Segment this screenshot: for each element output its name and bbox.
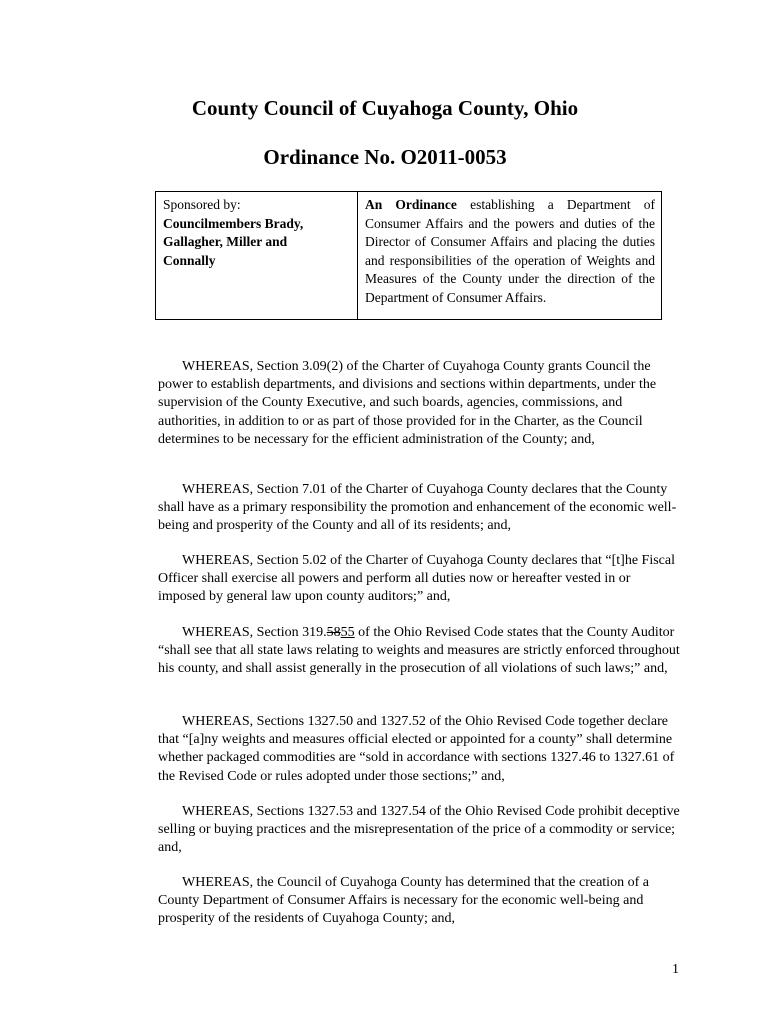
whereas-paragraph-3	[158, 552, 680, 607]
paragraph-text: WHEREAS, Sections 1327.50 and 1327.52 of the Ohio Revised Code together declare that “[a]ny weights and measures official elected or appointed for a county” shall determine whether packaged commodities are “sold in accordance with sections 1327.46 to 1327.61 of the Revised Code or rules adopted under those sections;” and,	[158, 714, 675, 784]
paragraph-text: of the Ohio Revised Code states that the County Auditor “shall see that all state laws relating to weights and measures are strictly enforced throughout his county, and shall assist generally in the prosecution of all violations of such laws;” and,	[158, 625, 680, 677]
paragraph-text: WHEREAS, the Council of Cuyahoga County has determined that the creation of a County Department of Consumer Affairs is necessary for the economic well-being and prosperity of the residents of Cuyahoga County; and,	[158, 875, 649, 927]
whereas-paragraph-7	[158, 874, 680, 929]
document-title: County Council of Cuyahoga County, Ohio	[191, 96, 579, 120]
inserted-text: 55	[340, 625, 355, 640]
whereas-paragraph-2	[158, 481, 680, 536]
ordinance-description-cell	[358, 192, 661, 319]
sponsor-cell	[156, 192, 358, 319]
description-lead: An Ordinance	[365, 197, 457, 212]
paragraph-text: WHEREAS, Section 319.	[182, 625, 327, 640]
paragraph-text: WHEREAS, Section 7.01 of the Charter of Cuyahoga County declares that the County shall have as a primary responsibility the promotion and enhancement of the economic well-being and prosperity of the County and all of its residents; and,	[158, 482, 677, 534]
whereas-paragraph-4	[158, 624, 680, 679]
sponsor-names-line3: Connally	[163, 252, 216, 268]
paragraph-text: WHEREAS, Section 3.09(2) of the Charter of Cuyahoga County grants Council the power to establish departments, and divisions and sections within departments, under the supervision of the County Executive, and such boards, agencies, commissions, and authorities, in addition to or as part of those provided for in the Charter, as the Council determines to be necessary for the efficient administration of the County; and,	[158, 359, 657, 447]
struck-text: 58	[326, 625, 341, 640]
sponsor-table	[155, 191, 662, 320]
whereas-paragraph-1	[158, 358, 680, 449]
whereas-paragraph-5	[158, 713, 680, 786]
whereas-paragraph-6	[158, 803, 680, 858]
sponsor-names-line1: Councilmembers Brady,	[163, 215, 304, 231]
sponsor-names-line2: Gallagher, Miller and	[163, 234, 288, 249]
page-number: 1	[672, 962, 679, 977]
description-text: establishing a Department of Consumer Affairs and the powers and duties of the Director of Consumer Affairs and placing the duties and responsibilities of the operation of Weights and Measures of the County under the direction of the Department of Consumer Affairs.	[365, 197, 655, 305]
paragraph-text: WHEREAS, Section 5.02 of the Charter of Cuyahoga County declares that “[t]he Fiscal Officer shall exercise all powers and perform all duties now or hereafter vested in or imposed by general law upon county auditors;” and,	[158, 553, 675, 605]
paragraph-text: WHEREAS, Sections 1327.53 and 1327.54 of the Ohio Revised Code prohibit deceptive selling or buying practices and the misrepresentation of the price of a commodity or service; and,	[158, 804, 680, 856]
ordinance-number: Ordinance No. O2011-0053	[263, 145, 507, 169]
sponsor-label: Sponsored by:	[163, 197, 241, 212]
